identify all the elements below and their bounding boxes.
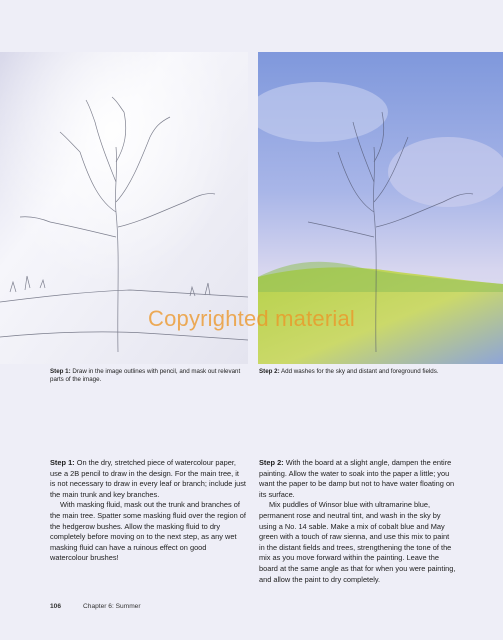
step1-caption [50, 368, 245, 384]
step2-body [259, 458, 457, 585]
step2-para2: Mix puddles of Winsor blue with ultramarine blue, permanent rose and neutral tint, and wash in the sky by using a No. 14 sable. Make a mix of cobalt blue and May green with a touch of raw sienna, and use this mix to paint in the distant fields and trees, strengthening the tone of the mix as you move forward within the painting. Leave the board at the same angle as that for when you were painting, and allow the paint to dry completely. [259, 500, 456, 584]
page-footer [50, 603, 141, 610]
step1-caption-text: Draw in the image outlines with pencil, and mask out relevant parts of the image. [50, 368, 241, 384]
step1-label: Step 1: [50, 458, 75, 467]
step2-para1: With the board at a slight angle, dampen the entire painting. Allow the water to soak into the paper a little; you want the paper to be damp but not to have water floating on its surface. [259, 458, 455, 499]
step1-para1: On the dry, stretched piece of watercolour paper, use a 2B pencil to draw in the design. For the main tree, it is not necessary to draw in every leaf or branch; include just the main trunk and key branches. [50, 458, 246, 499]
step2-caption-label: Step 2: [259, 368, 280, 375]
step1-caption-label: Step 1: [50, 368, 71, 375]
step2-caption-text: Add washes for the sky and distant and foreground fields. [279, 368, 439, 375]
step1-para2: With masking fluid, mask out the trunk and branches of the main tree. Spatter some masking fluid over the region of the hedgerow bushes. Allow the masking fluid to dry completely before moving on to the next step, as any wet masking fluid can have a ruinous effect on good watercolour brushes! [50, 500, 246, 563]
page-number: 106 [50, 603, 62, 610]
chapter-title: Chapter 6: Summer [83, 603, 141, 610]
step1-body [50, 458, 246, 564]
step2-caption [259, 368, 459, 376]
step2-label: Step 2: [259, 458, 284, 467]
copyright-watermark: Copyrighted material [148, 306, 355, 331]
